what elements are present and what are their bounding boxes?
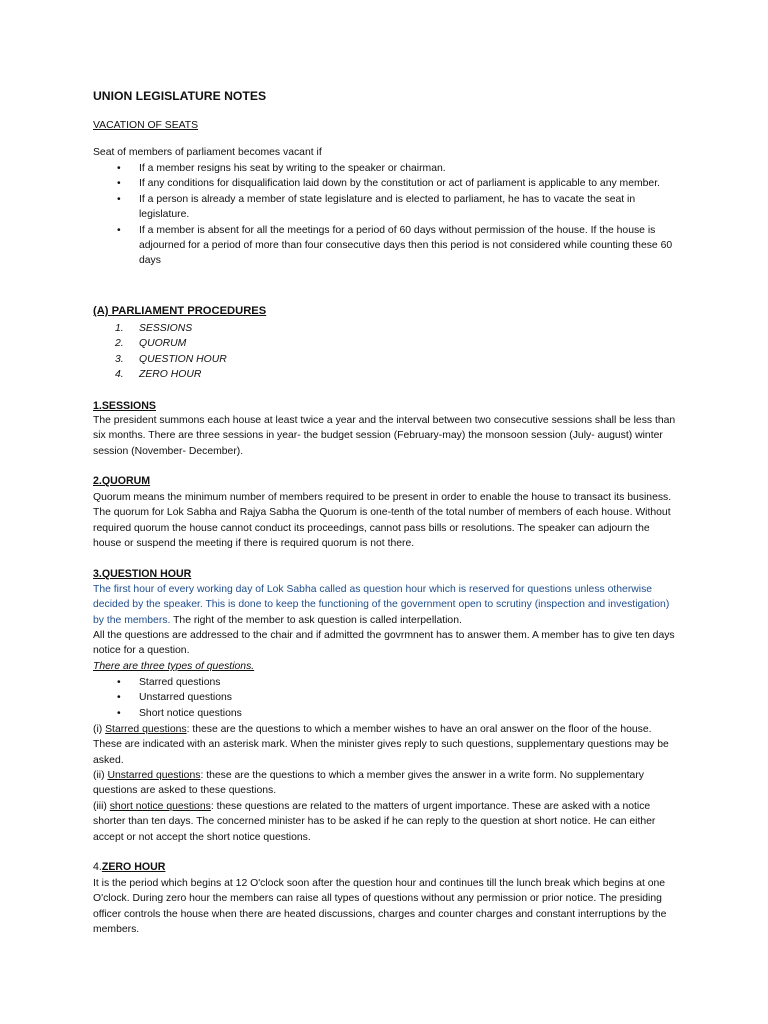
quorum-text: Quorum means the minimum number of members required to be present in order to enable the house to transact its business. The quorum for Lok Sabha and Rajya Sabha the Quorum is one-tenth of the total number of members of each house. Without required quorum the house cannot conduct its proceedings, cannot pass bills or resolutions. The speaker can adjourn the house or suspend the meeting if there is required quorum is not there.: [93, 492, 672, 550]
question-hour-text: The first hour of every working day of Lok Sabha called as question hour which is reserved for questions unless otherwise decided by the speaker. This is done to keep the functioning of the government open to scrutiny (inspection and investigation) by the members. The right of the member to ask question is called interpellation.: [93, 584, 670, 626]
page-title: UNION LEGISLATURE NOTES: [93, 89, 267, 103]
question-hour-highlight: The first hour of every working day of Lok Sabha called as question hour which is reserved for questions unless otherwise decided by the speaker. This is done to keep the functioning of the government open to scrutiny (inspection and investigation) by the members.: [93, 584, 670, 626]
starred-term: Starred questions: [105, 724, 187, 735]
question-hour-heading: 3.QUESTION HOUR: [93, 568, 192, 580]
list-item: 2. QUORUM: [115, 338, 187, 350]
unstarred-term: Unstarred questions: [107, 770, 201, 781]
list-item: • Short notice questions: [93, 706, 676, 721]
zero-hour-heading: 4.ZERO HOUR: [93, 861, 166, 873]
list-item: • Unstarred questions: [93, 690, 676, 705]
list-item: • If a member resigns his seat by writing to the speaker or chairman.: [93, 161, 676, 176]
vacation-heading: VACATION OF SEATS: [93, 120, 199, 131]
list-item: 3. QUESTION HOUR: [115, 353, 227, 365]
unstarred-definition: (ii) Unstarred questions: these are the questions to which a member gives the answer in a write form. No supplementary questions are asked to these questions.: [93, 770, 644, 797]
question-types-heading: There are three types of questions.: [93, 661, 255, 672]
sessions-heading: 1.SESSIONS: [93, 400, 156, 412]
sessions-text: The president summons each house at least twice a year and the interval between two consecutive sessions shall be less than six months. There are three sessions in year- the budget session (February-may) the monsoon session (July- august) winter session (November- December).: [93, 415, 676, 457]
list-item: 1. SESSIONS: [115, 323, 193, 334]
quorum-heading: 2.QUORUM: [93, 475, 151, 487]
vacation-intro: Seat of members of parliament becomes vacant if: [93, 147, 322, 158]
list-item: 4. ZERO HOUR: [115, 369, 202, 381]
short-notice-definition: (iii) short notice questions: these questions are related to the matters of urgent importance. These are asked with a notice shorter than ten days. The concerned minister has to be asked if he can reply to the question at short notice. He can either accept or not accept the short notice questions.: [93, 801, 656, 843]
zero-hour-text: It is the period which begins at 12 O'clock soon after the question hour and continues till the lunch break which begins at one O'clock. During zero hour the members can raise all types of questions without any permission or prior notice. The presiding officer controls the house when there are heated discussions, charges and counter charges and constant interruptions by the members.: [93, 878, 667, 936]
question-hour-text-2: All the questions are addressed to the chair and if admitted the govrmnent has to answer them. A member has to give ten days notice for a question.: [93, 630, 675, 657]
question-types-list: [93, 675, 676, 721]
starred-definition: (i) Starred questions: these are the questions to which a member wishes to have an oral answer on the floor of the house. These are indicated with an asterisk mark. When the minister gives reply to such questions, supplementary questions may be asked.: [93, 724, 669, 766]
list-item: • If a person is already a member of state legislature and is elected to parliament, he has to vacate the seat in legislature.: [93, 192, 676, 223]
short-notice-term: short notice questions: [109, 801, 211, 812]
procedures-list: [93, 321, 676, 383]
procedures-heading: (A) PARLIAMENT PROCEDURES: [93, 305, 267, 317]
list-item: • Starred questions: [93, 675, 676, 690]
list-item: • If a member is absent for all the meetings for a period of 60 days without permission of the house. If the house is adjourned for a period of more than four consecutive days then this period is not considered while counting these 60 days: [93, 223, 676, 269]
vacation-list: [93, 161, 676, 269]
list-item: • If any conditions for disqualification laid down by the constitution or act of parliament is applicable to any member.: [93, 176, 676, 191]
